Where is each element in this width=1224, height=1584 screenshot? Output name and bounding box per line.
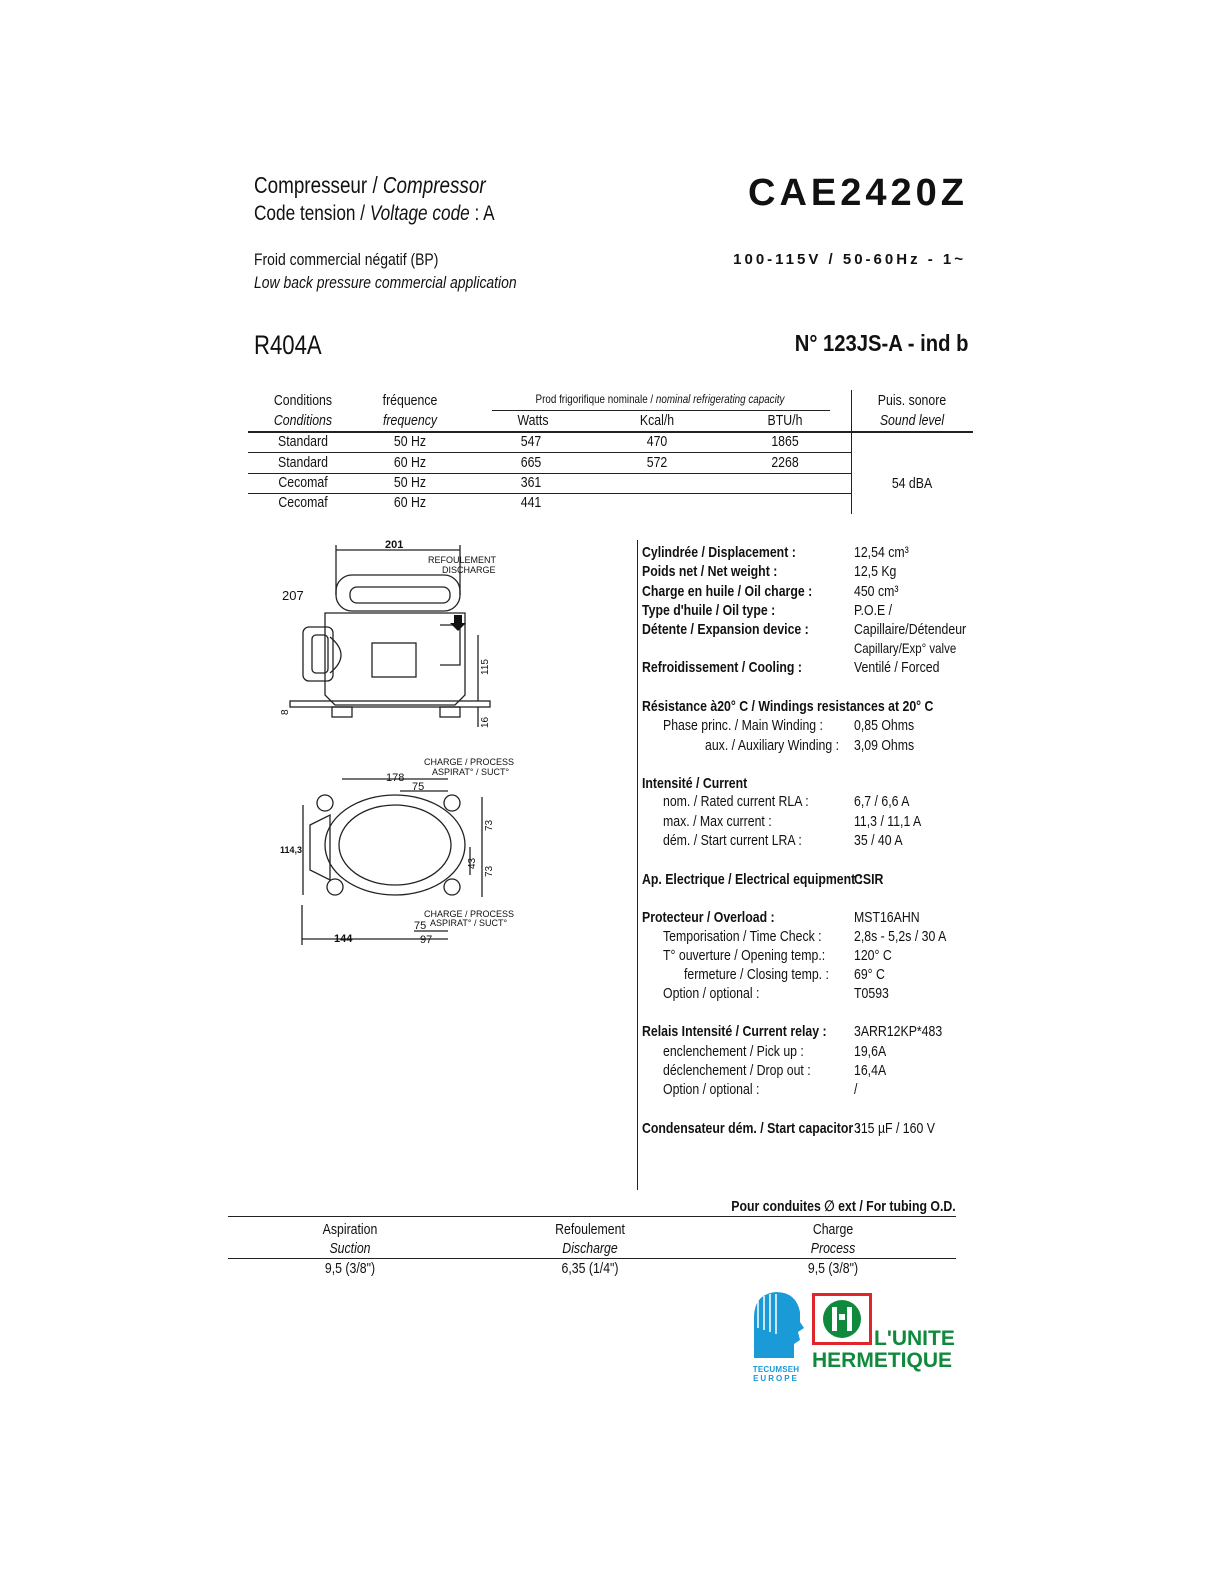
- dim-114-3: 114,3: [280, 845, 303, 855]
- power-supply: 100-115V / 50-60Hz - 1~: [733, 251, 966, 268]
- title-line-2: Code tension / Voltage code : A: [254, 202, 495, 225]
- refrigerant: R404A: [254, 330, 322, 360]
- dim-201: 201: [385, 539, 404, 551]
- dim-73-upper: 73: [484, 819, 495, 831]
- tecumseh-label: TECUMSEH: [752, 1365, 800, 1374]
- document-number: N° 123JS-A - ind b: [794, 330, 968, 356]
- tecumseh-head-icon: [748, 1288, 804, 1360]
- dim-75-top: 75: [412, 781, 425, 793]
- dim-178: 178: [386, 772, 405, 784]
- dim-115: 115: [480, 659, 491, 675]
- suction-label-2: ASPIRAT° / SUCT°: [430, 918, 508, 928]
- charge-label-2: CHARGE / PROCESS: [424, 909, 515, 919]
- tecumseh-logo: [748, 1288, 804, 1382]
- compressor-en: Compressor: [382, 172, 486, 198]
- europe-label: EUROPE: [753, 1374, 799, 1383]
- charge-label-1: CHARGE / PROCESS: [424, 757, 515, 767]
- compressor-fr: Compresseur: [254, 172, 368, 198]
- dim-207: 207: [282, 588, 304, 603]
- side-elevation-view: [280, 539, 497, 728]
- capacity-header: Prod frigorifique nominale / nominal refrigerating capacity: [535, 392, 785, 406]
- uh-emblem-icon: [812, 1293, 872, 1345]
- dim-16: 16: [480, 716, 491, 728]
- title-line-1: Compresseur / Compressor: [254, 172, 486, 198]
- compressor-drawing: [270, 535, 530, 955]
- discharge-label-fr: REFOULEMENT: [428, 555, 497, 565]
- uh-label-1: L'UNITE: [874, 1327, 955, 1350]
- application-fr: Froid commercial négatif (BP): [254, 250, 439, 269]
- suction-label-1: ASPIRAT° / SUCT°: [432, 767, 510, 777]
- model-number: CAE2420Z: [748, 172, 968, 214]
- application-en: Low back pressure commercial application: [254, 273, 517, 292]
- dim-73-lower: 73: [484, 865, 495, 877]
- dim-43: 43: [467, 857, 478, 869]
- plan-view: [280, 757, 514, 946]
- dim-144: 144: [334, 933, 353, 945]
- dim-97: 97: [420, 934, 433, 946]
- dim-75-bottom: 75: [414, 920, 427, 932]
- sound-level-value: 54 dBA: [891, 475, 933, 492]
- uh-label-2: HERMETIQUE: [812, 1349, 953, 1372]
- dim-8: 8: [280, 709, 291, 715]
- voltage-code: : A: [469, 202, 495, 225]
- unite-hermetique-logo: [812, 1293, 962, 1383]
- discharge-label-en: DISCHARGE: [442, 565, 496, 575]
- tubing-title: Pour conduites ∅ ext / For tubing O.D.: [731, 1198, 956, 1215]
